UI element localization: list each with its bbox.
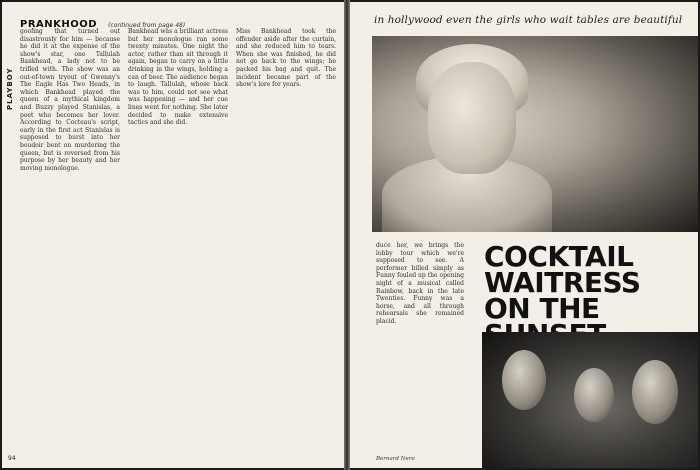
waitress-photo	[372, 36, 698, 232]
feature-title: PRANKHOOD	[20, 19, 98, 30]
cafe-photo	[482, 332, 698, 468]
left-page	[2, 2, 344, 468]
magazine-name: PLAYBOY	[6, 67, 14, 110]
body-column-1: duce her, we brings the lobby tour which we're supposed to see. A performer billed simply as Funny fouled up the opening night of a musical called Rainbow, back in the late Twenties. Funny was a horse, and all through rehearsals she remained placid.	[376, 242, 464, 325]
page-number: 94	[8, 455, 16, 462]
photo-face-shape	[428, 62, 516, 174]
title-line-3: ON THE	[484, 292, 600, 325]
continued-from: (continued from page 48)	[108, 22, 186, 29]
continued-on: (continued on page 92)	[625, 456, 690, 462]
headline: in hollywood even the girls who wait tables are beautiful	[374, 14, 683, 26]
text-column-2: Bankhead was a brilliant actress but her monologue ran some twenty minutes. One night the actor, rather than sit through it again, began to carry on a little drinking in the wings, holding a can of beer. The audience began to laugh. Tallulah, whose back was to him, could not see what was happening — and her cue lines went for nothing. She later decided to make extensive tactics and she did.	[128, 28, 228, 127]
right-page	[350, 2, 698, 468]
photo-figure-1	[502, 350, 546, 410]
byline: Bernard Nero	[376, 456, 415, 462]
photo-figure-3	[632, 360, 678, 424]
title-line-2: WAITRESS	[484, 266, 641, 299]
photo-figure-2	[574, 368, 614, 422]
text-column-3: Miss Bankhead took the offender aside after the curtain, and she reduced him to tears. When she was finished, he did not go back to the wings; he packed his bag and quit. The incident became part of the show's lore for years.	[236, 28, 336, 89]
title-line-1: COCKTAIL	[484, 240, 634, 273]
text-column-1: goofing that turned out disastrously for him — because he did it at the expense of the show's star, one Tallulah Bankhead, a lady not to be trifled with. The show was an out-of-town tryout of Gwenny's The Eagle Has Two Heads, in which Bankhead played the queen of a mythical kingdom and Buzzy played Stanislas, a poet who becomes her lover. According to Cocteau's script, early in the first act Stanislas is supposed to burst into her boudoir bent on murdering the queen, but is reversed from his purpose by her beauty and her moving monologue.	[20, 28, 120, 172]
